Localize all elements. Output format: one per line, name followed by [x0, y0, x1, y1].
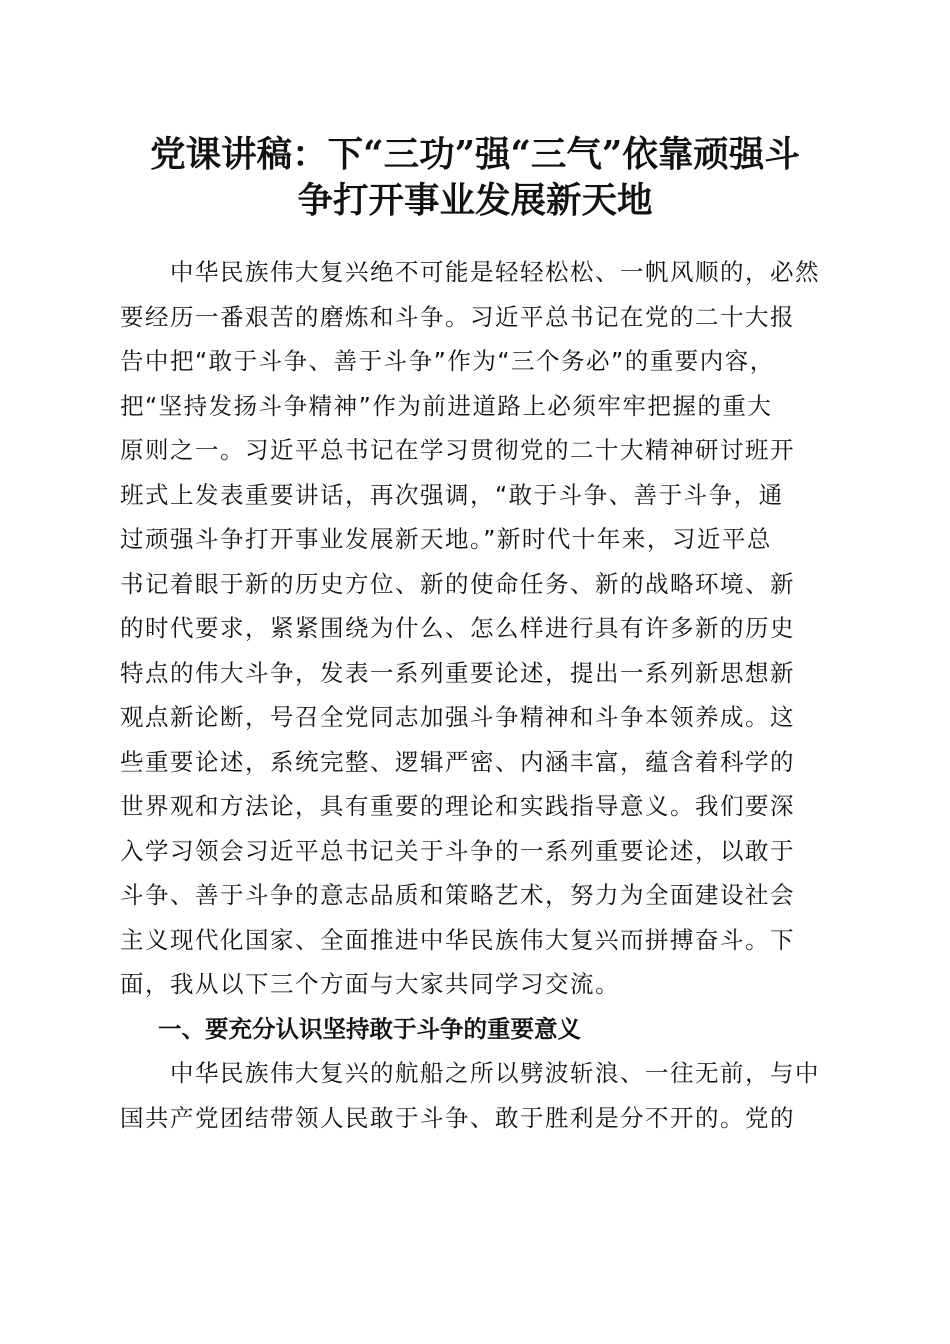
section-heading-1: 一、要充分认识坚持敢于斗争的重要意义 — [158, 1014, 581, 1043]
title-line-2: 争打开事业发展新天地 — [297, 180, 653, 221]
paragraph-line: 过顽强斗争打开事业发展新天地。”新时代十年来，习近平总 — [120, 525, 772, 553]
paragraph-line: 国共产党团结带领人民敢于斗争、敢于胜利是分不开的。党的 — [120, 1103, 795, 1132]
title-line-1: 党课讲稿：下“三功”强“三气”依靠顽强斗 — [150, 134, 800, 175]
paragraph-line: 些重要论述，系统完整、逻辑严密、内涵丰富，蕴含着科学的 — [120, 747, 795, 776]
paragraph-line: 中华民族伟大复兴的航船之所以劈波斩浪、一往无前，与中 — [120, 1059, 820, 1087]
paragraph-line: 原则之一。习近平总书记在学习贯彻党的二十大精神研讨班开 — [120, 436, 795, 464]
document-title — [120, 132, 830, 224]
paragraph-line: 世界观和方法论，具有重要的理论和实践指导意义。我们要深 — [120, 792, 795, 820]
paragraph-line: 入学习领会习近平总书记关于斗争的一系列重要论述，以敢于 — [120, 836, 795, 865]
paragraph-1 — [120, 250, 825, 1007]
paragraph-line: 特点的伟大斗争，发表一系列重要论述，提出一系列新思想新 — [120, 658, 795, 687]
paragraph-line: 告中把“敢于斗争、善于斗争”作为“三个务必”的重要内容， — [120, 347, 775, 375]
paragraph-line: 班式上发表重要讲话，再次强调，“敢于斗争、善于斗争，通 — [120, 480, 784, 509]
paragraph-line: 的时代要求，紧紧围绕为什么、怎么样进行具有许多新的历史 — [120, 614, 795, 642]
document-body — [120, 250, 825, 1140]
paragraph-line: 要经历一番艰苦的磨炼和斗争。习近平总书记在党的二十大报 — [120, 302, 795, 331]
paragraph-line: 面，我从以下三个方面与大家共同学习交流。 — [120, 970, 620, 998]
paragraph-line: 书记着眼于新的历史方位、新的使命任务、新的战略环境、新 — [120, 569, 795, 598]
paragraph-line: 中华民族伟大复兴绝不可能是轻轻松松、一帆风顺的，必然 — [120, 258, 820, 286]
paragraph-line: 观点新论断，号召全党同志加强斗争精神和斗争本领养成。这 — [120, 703, 795, 731]
paragraph-line: 把“坚持发扬斗争精神”作为前进道路上必须牢牢把握的重大 — [120, 391, 773, 420]
paragraph-line: 主义现代化国家、全面推进中华民族伟大复兴而拼搏奋斗。下 — [120, 925, 795, 954]
paragraph-2 — [120, 1051, 825, 1140]
paragraph-line: 斗争、善于斗争的意志品质和策略艺术，努力为全面建设社会 — [120, 881, 795, 909]
